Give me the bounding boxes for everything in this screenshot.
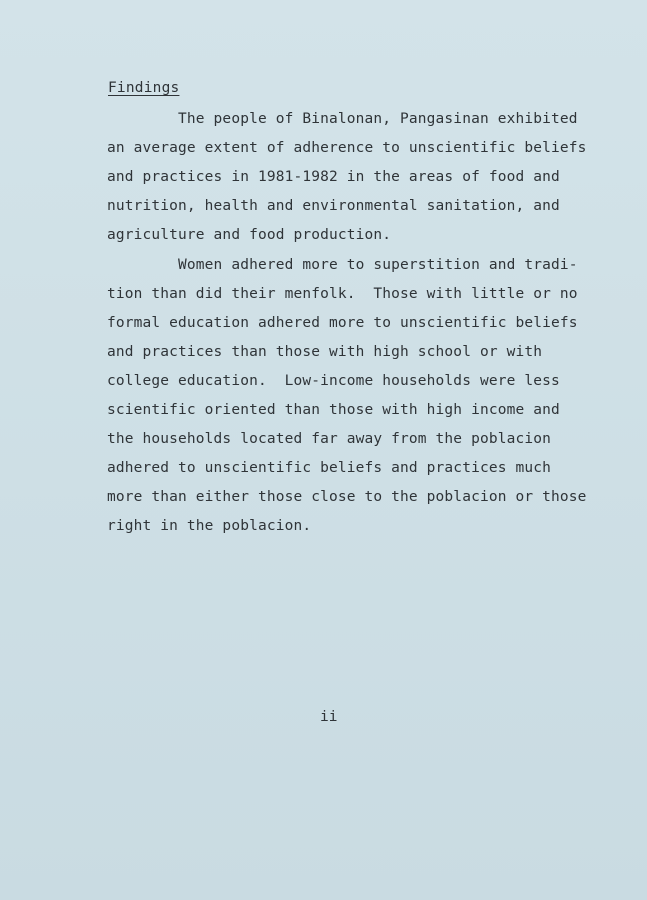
findings-paragraph-1 (107, 105, 587, 250)
paragraph-line: agriculture and food production. (107, 227, 392, 243)
paragraph-line: the households located far away from the poblacion (107, 431, 551, 447)
paragraph-line: tion than did their menfolk. Those with little or no (107, 286, 578, 302)
paragraph-line: and practices than those with high school or with (107, 344, 543, 360)
findings-paragraph-2 (107, 251, 587, 541)
paragraph-line: adhered to unscientific beliefs and practices much (107, 460, 551, 476)
paragraph-line: nutrition, health and environmental sanitation, and (107, 198, 560, 214)
paragraph-line: right in the poblacion. (107, 518, 312, 534)
paragraph-line: The people of Binalonan, Pangasinan exhibited (107, 111, 578, 127)
paragraph-line: an average extent of adherence to unscientific beliefs (107, 140, 587, 156)
section-heading: Findings (108, 80, 180, 96)
page-number: ii (320, 709, 338, 725)
paragraph-line: college education. Low-income households were less (107, 373, 560, 389)
paragraph-line: Women adhered more to superstition and tradi- (107, 257, 578, 273)
paragraph-line: scientific oriented than those with high income and (107, 402, 560, 418)
paragraph-line: more than either those close to the poblacion or those (107, 489, 587, 505)
paragraph-line: formal education adhered more to unscientific beliefs (107, 315, 578, 331)
paragraph-line: and practices in 1981-1982 in the areas of food and (107, 169, 560, 185)
